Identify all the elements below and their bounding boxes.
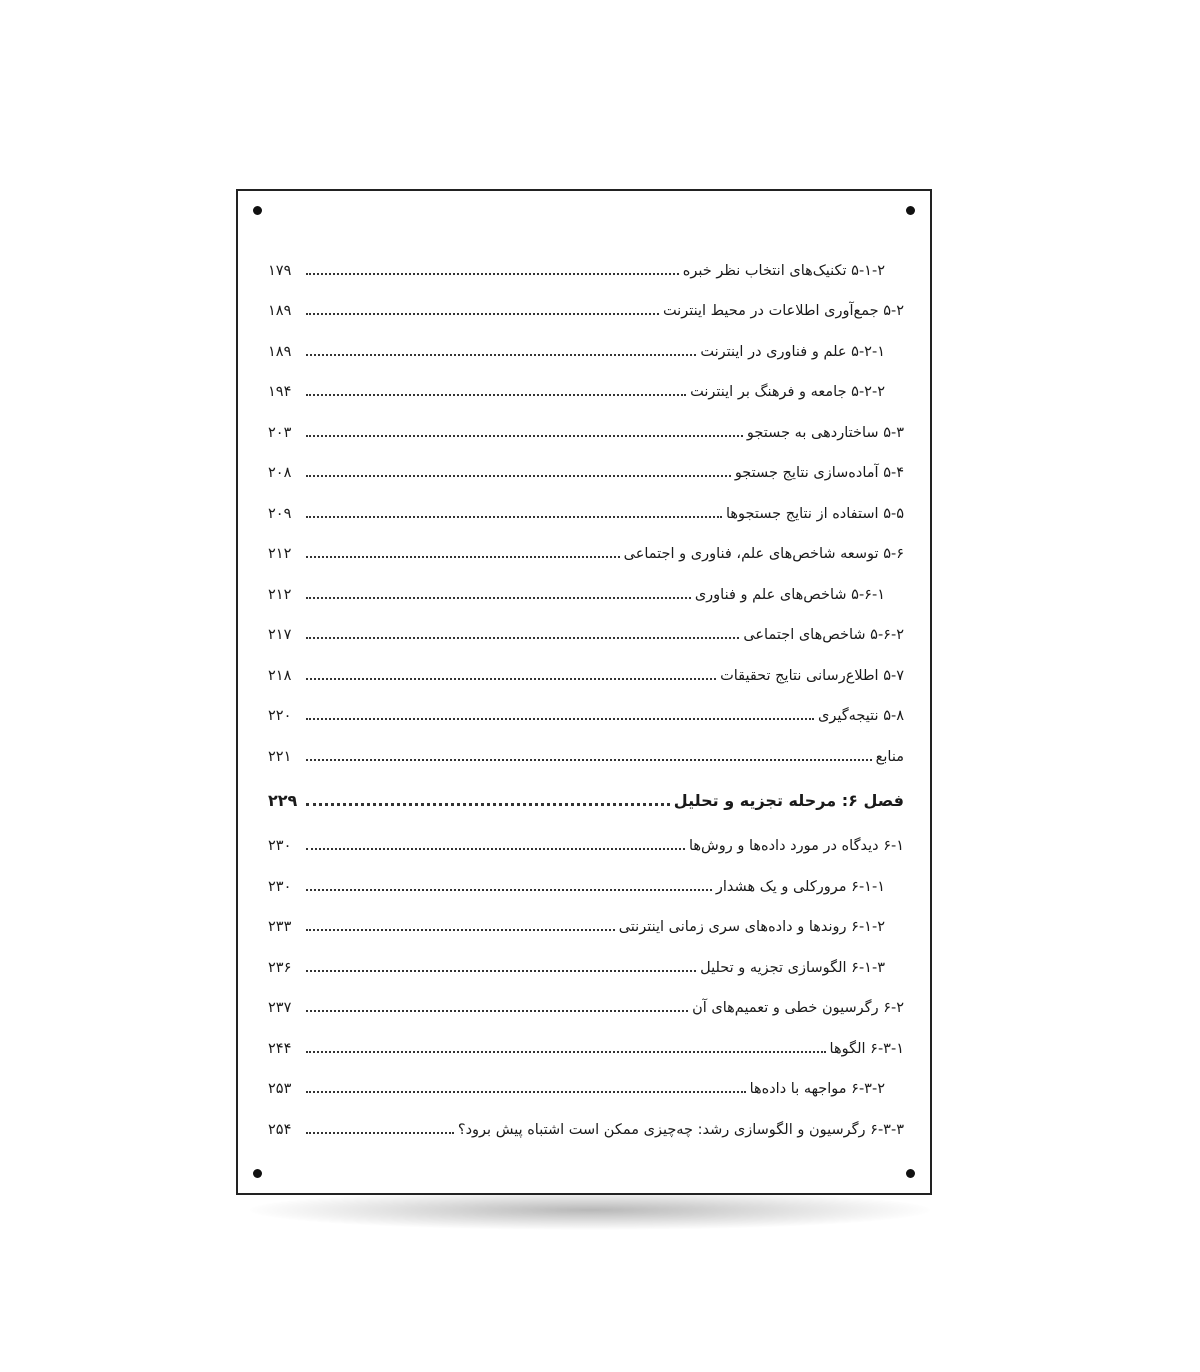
toc-entry bbox=[268, 319, 904, 360]
toc-page-number: ۲۳۳ bbox=[268, 919, 292, 935]
toc-page-number: ۲۰۹ bbox=[268, 505, 292, 522]
toc-entry-title: ۵-۳ ساختاردهی به جستجو bbox=[746, 424, 904, 441]
toc-entry-title: ۶-۱-۱ مرورکلی و یک هشدار bbox=[715, 878, 885, 895]
toc-page-number: ۲۱۷ bbox=[268, 627, 292, 643]
toc-entry-title: ۵-۷ اطلاع‌رسانی نتایج تحقیقات bbox=[720, 667, 904, 684]
toc-entry-title: فصل ۶: مرحله تجزیه و تحلیل bbox=[673, 790, 904, 810]
toc-dot-leader bbox=[306, 394, 686, 396]
toc-page-number: ۲۲۰ bbox=[268, 708, 292, 724]
toc-dot-leader bbox=[306, 1091, 746, 1093]
toc-dot-leader bbox=[306, 273, 679, 275]
toc-page-number: ۲۳۰ bbox=[268, 838, 292, 854]
toc-page-number: ۲۳۷ bbox=[268, 1000, 292, 1016]
toc-dot-leader bbox=[306, 1010, 688, 1012]
corner-dot-icon bbox=[253, 1169, 262, 1178]
toc-entry bbox=[268, 603, 904, 644]
toc-entry bbox=[268, 360, 904, 401]
toc-page-number: ۱۸۹ bbox=[268, 303, 292, 319]
toc-page-number: ۲۲۹ bbox=[268, 790, 298, 810]
toc-dot-leader bbox=[306, 516, 722, 518]
table-of-contents bbox=[268, 238, 904, 1138]
toc-dot-leader bbox=[306, 313, 659, 315]
toc-entry bbox=[268, 562, 904, 603]
toc-entry bbox=[268, 814, 904, 855]
toc-entry bbox=[268, 724, 904, 765]
toc-dot-leader bbox=[306, 354, 696, 356]
toc-entry bbox=[268, 1016, 904, 1057]
toc-entry-title: ۵-۲-۲ جامعه و فرهنگ بر اینترنت bbox=[690, 384, 885, 400]
toc-dot-leader bbox=[306, 556, 620, 558]
toc-page-number: ۲۴۴ bbox=[268, 1040, 292, 1057]
toc-page-number: ۱۸۹ bbox=[268, 343, 292, 360]
toc-page-number: ۲۱۲ bbox=[268, 546, 292, 562]
toc-entry bbox=[268, 643, 904, 684]
toc-page-number: ۲۵۳ bbox=[268, 1081, 292, 1097]
toc-entry-title: ۵-۶-۱ شاخص‌های علم و فناوری bbox=[694, 586, 885, 603]
toc-entry-title: منابع bbox=[875, 748, 904, 765]
toc-dot-leader bbox=[306, 435, 743, 437]
toc-dot-leader bbox=[306, 970, 696, 972]
toc-entry-title: ۵-۴ آماده‌سازی نتایج جستجو bbox=[734, 465, 904, 481]
toc-entry bbox=[268, 684, 904, 725]
page-shadow bbox=[250, 1190, 930, 1230]
corner-dot-icon bbox=[906, 1169, 915, 1178]
toc-page-number: ۲۳۰ bbox=[268, 878, 292, 895]
toc-entry-title: ۶-۳-۱ الگوها bbox=[829, 1040, 904, 1057]
toc-entry-title: ۶-۳-۳ رگرسیون و الگوسازی رشد: چه‌چیزی ممکن است اشتباه پیش برود؟ bbox=[457, 1121, 904, 1138]
toc-dot-leader bbox=[306, 803, 670, 806]
toc-entry bbox=[268, 1097, 904, 1138]
toc-dot-leader bbox=[306, 889, 712, 891]
toc-entry-title: ۵-۲-۱ علم و فناوری در اینترنت bbox=[700, 343, 885, 360]
toc-dot-leader bbox=[306, 597, 691, 599]
toc-entry bbox=[268, 976, 904, 1017]
toc-entry bbox=[268, 522, 904, 563]
toc-entry bbox=[268, 1057, 904, 1098]
document-page bbox=[236, 189, 932, 1195]
toc-entry-title: ۶-۱-۳ الگوسازی تجزیه و تحلیل bbox=[700, 959, 885, 976]
toc-entry-title: ۶-۲ رگرسیون خطی و تعمیم‌های آن bbox=[692, 1000, 904, 1016]
toc-page-number: ۱۷۹ bbox=[268, 262, 292, 279]
toc-entry-title: ۶-۱ دیدگاه در مورد داده‌ها و روش‌ها bbox=[688, 838, 904, 854]
toc-page-number: ۲۰۳ bbox=[268, 424, 292, 441]
toc-entry bbox=[268, 895, 904, 936]
toc-dot-leader bbox=[306, 718, 814, 720]
toc-entry-title: ۵-۶ توسعه شاخص‌های علم، فناوری و اجتماعی bbox=[623, 546, 904, 562]
toc-entry-title: ۶-۱-۲ روندها و داده‌های سری زمانی اینترنتی bbox=[618, 919, 885, 935]
toc-entry bbox=[268, 400, 904, 441]
toc-entry-title: ۶-۳-۲ مواجهه با داده‌ها bbox=[749, 1081, 885, 1097]
toc-entry bbox=[268, 279, 904, 320]
toc-dot-leader bbox=[306, 929, 615, 931]
toc-page-number: ۲۳۶ bbox=[268, 959, 292, 976]
corner-dot-icon bbox=[253, 206, 262, 215]
toc-entry bbox=[268, 481, 904, 522]
toc-entry bbox=[268, 238, 904, 279]
toc-entry bbox=[268, 935, 904, 976]
toc-entry-title: ۵-۶-۲ شاخص‌های اجتماعی bbox=[743, 627, 904, 643]
toc-dot-leader bbox=[306, 637, 739, 639]
toc-page-number: ۲۲۱ bbox=[268, 748, 292, 765]
toc-page-number: ۱۹۴ bbox=[268, 384, 292, 400]
toc-dot-leader bbox=[306, 759, 872, 761]
toc-chapter-heading bbox=[268, 765, 904, 814]
toc-page-number: ۲۱۲ bbox=[268, 586, 292, 603]
toc-entry bbox=[268, 854, 904, 895]
toc-entry-title: ۵-۲ جمع‌آوری اطلاعات در محیط اینترنت bbox=[662, 303, 904, 319]
toc-page-number: ۲۰۸ bbox=[268, 465, 292, 481]
toc-entry-title: ۵-۵ استفاده از نتایج جستجوها bbox=[725, 505, 904, 522]
toc-entry-title: ۵-۱-۲ تکنیک‌های انتخاب نظر خبره bbox=[682, 262, 885, 279]
toc-dot-leader bbox=[306, 1132, 454, 1134]
toc-dot-leader bbox=[306, 1051, 826, 1053]
toc-entry bbox=[268, 441, 904, 482]
toc-page-number: ۲۱۸ bbox=[268, 667, 292, 684]
toc-page-number: ۲۵۴ bbox=[268, 1121, 292, 1138]
toc-dot-leader bbox=[306, 678, 716, 680]
corner-dot-icon bbox=[906, 206, 915, 215]
toc-entry-title: ۵-۸ نتیجه‌گیری bbox=[818, 708, 904, 724]
toc-dot-leader bbox=[306, 475, 731, 477]
toc-dot-leader bbox=[306, 848, 685, 850]
